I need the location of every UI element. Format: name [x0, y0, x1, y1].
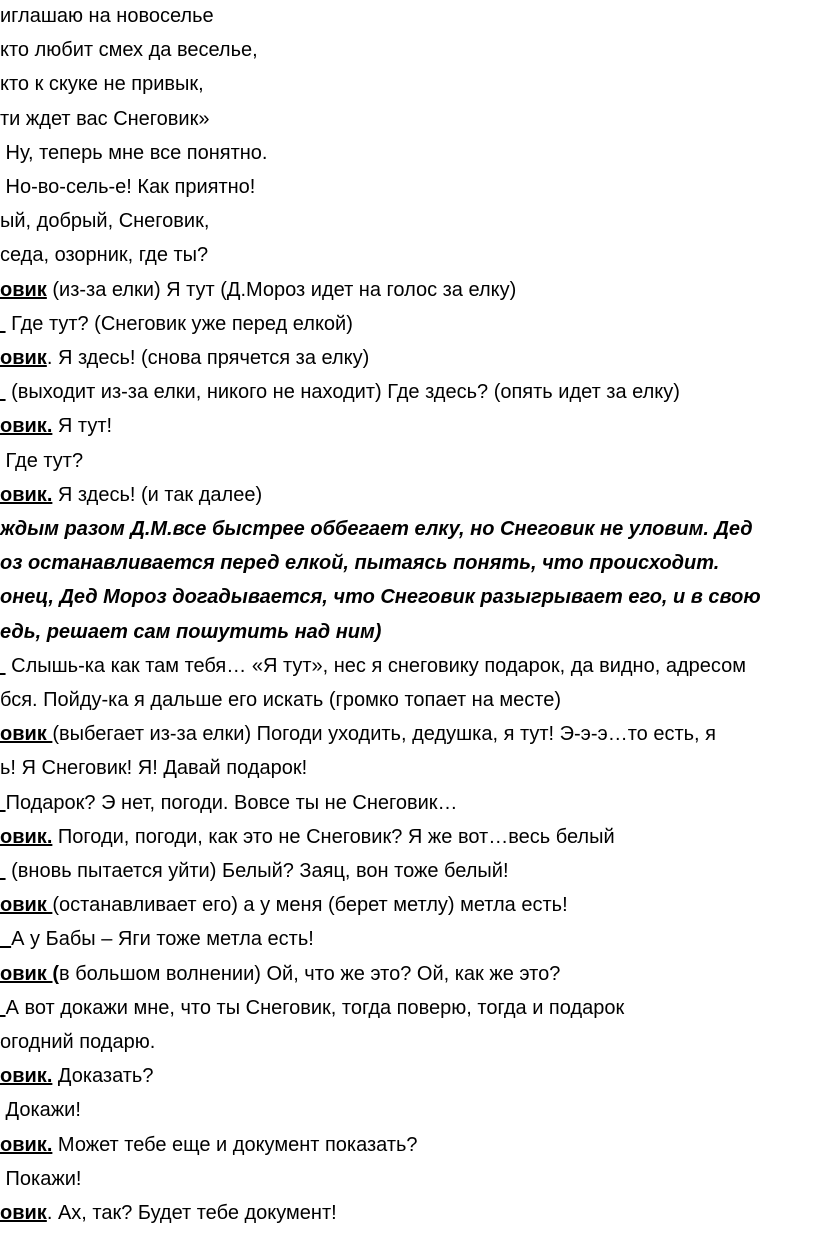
script-line — [0, 243, 208, 267]
line-text: Ну, теперь мне все понятно. — [0, 141, 268, 164]
script-line — [0, 962, 560, 986]
line-text: седа, озорник, где ты? — [0, 244, 209, 267]
speaker-name: овик. — [0, 415, 53, 438]
script-line — [0, 1133, 418, 1157]
script-line — [0, 654, 746, 678]
line-text: ти ждет вас Снеговик» — [0, 107, 210, 130]
script-line — [0, 72, 204, 96]
line-text: бся. Пойду-ка я дальше его искать (громко топает на месте) — [0, 689, 561, 711]
line-text: ь! Я Снеговик! Я! Давай подарок! — [0, 757, 308, 780]
script-line — [0, 825, 615, 849]
speaker-name: овик. — [0, 1065, 53, 1088]
line-text: (из-за елки) Я тут (Д.Мороз идет на голос за елку) — [46, 278, 517, 301]
speaker-name — [0, 928, 11, 950]
script-line — [0, 996, 624, 1020]
line-text: Подарок? Э нет, погоди. Вовсе ты не Снеговик… — [5, 791, 458, 814]
line-text: (вновь пытается уйти) Белый? Заяц, вон тоже белый! — [5, 860, 509, 882]
line-text: ый, добрый, Снеговик, — [0, 210, 210, 233]
speaker-name: овик — [0, 347, 47, 369]
line-text: Погоди, погоди, как это не Снеговик? Я же вот…весь белый — [52, 825, 615, 848]
script-line — [0, 722, 716, 746]
script-line — [0, 1201, 337, 1225]
script-line — [0, 927, 314, 951]
script-line — [0, 380, 680, 404]
line-text: Я здесь! (и так далее) — [52, 483, 263, 506]
speaker-name: овик ( — [0, 962, 60, 985]
script-line — [0, 175, 255, 199]
script-line — [0, 551, 719, 575]
line-text: кто любит смех да веселье, — [0, 39, 258, 62]
line-text: . Я здесь! (снова прячется за елку) — [46, 347, 370, 369]
speaker-name: овик — [0, 723, 53, 746]
line-text: Но-во-сель-е! Как приятно! — [0, 176, 256, 198]
line-text: Где тут? — [0, 449, 84, 472]
script-line — [0, 1030, 155, 1054]
script-line — [0, 620, 381, 644]
script-line — [0, 107, 209, 131]
script-line — [0, 346, 369, 370]
script-line — [0, 312, 353, 336]
script-line — [0, 1064, 153, 1088]
line-text: Докажи! — [0, 1099, 81, 1122]
line-text: Слышь-ка как там тебя… «Я тут», нес я снеговику подарок, да видно, адресом — [5, 654, 746, 677]
script-line — [0, 483, 262, 507]
script-line — [0, 141, 268, 165]
line-text: А вот докажи мне, что ты Снеговик, тогда поверю, тогда и подарок — [5, 996, 625, 1019]
speaker-name: овик — [0, 278, 47, 301]
line-text: кто к скуке не привык, — [0, 73, 204, 96]
line-text: . Ах, так? Будет тебе документ! — [46, 1202, 337, 1224]
script-line — [0, 38, 258, 62]
script-line — [0, 414, 112, 438]
script-line — [0, 1098, 81, 1122]
speaker-name: овик — [0, 894, 53, 917]
line-text: (останавливает его) а у меня (берет метлу) метла есть! — [52, 894, 568, 917]
script-line — [0, 1167, 81, 1191]
line-text: Доказать? — [52, 1065, 154, 1088]
line-text: едь, решает сам пошутить над ним) — [0, 620, 382, 643]
speaker-name: овик — [0, 1202, 47, 1224]
line-text: Покажи! — [0, 1167, 82, 1190]
script-line — [0, 278, 516, 302]
line-text: иглашаю на новоселье — [0, 5, 214, 27]
speaker-name: овик. — [0, 1133, 53, 1156]
script-line — [0, 517, 753, 541]
script-line — [0, 585, 761, 609]
line-text: в большом волнении) Ой, что же это? Ой, как же это? — [59, 962, 561, 985]
script-line — [0, 893, 568, 917]
speaker-name: овик. — [0, 483, 53, 506]
line-text: А у Бабы – Яги тоже метла есть! — [11, 928, 314, 951]
line-text: ждым разом Д.М.все быстрее оббегает елку, но Снеговик не уловим. Дед — [0, 518, 753, 540]
line-text: Может тебе еще и документ показать? — [52, 1133, 418, 1156]
script-line — [0, 449, 83, 473]
line-text: Я тут! — [52, 415, 113, 438]
line-text: Где тут? (Снеговик уже перед елкой) — [5, 312, 353, 335]
line-text: оз останавливается перед елкой, пытаясь понять, что происходит. — [0, 552, 720, 575]
line-text: онец, Дед Мороз догадывается, что Снеговик разыгрывает его, и в свою — [0, 586, 761, 609]
script-line — [0, 859, 509, 883]
script-line — [0, 791, 458, 815]
script-line — [0, 756, 307, 780]
script-line — [0, 688, 561, 712]
script-line — [0, 4, 214, 28]
line-text: огодний подарю. — [0, 1031, 156, 1053]
line-text: (выбегает из-за елки) Погоди уходить, дедушка, я тут! Э-э-э…то есть, я — [52, 723, 716, 746]
line-text: (выходит из-за елки, никого не находит) Где здесь? (опять идет за елку) — [5, 381, 680, 404]
speaker-name: овик. — [0, 825, 53, 848]
script-line — [0, 209, 209, 233]
